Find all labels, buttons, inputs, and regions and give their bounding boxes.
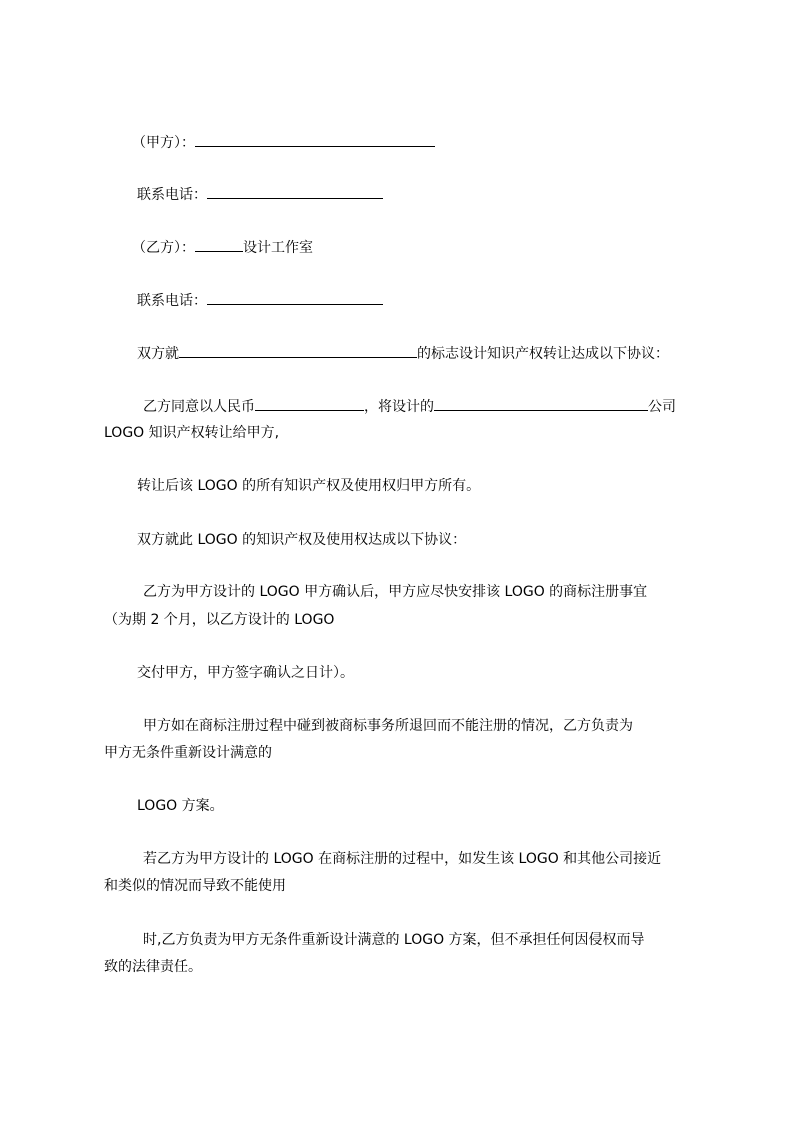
paragraph-7-line-1: 甲方如在商标注册过程中碰到被商标事务所退回而不能注册的情况，乙方负责为 — [143, 718, 633, 734]
paragraph-1-suffix: 的标志设计知识产权转让达成以下协议： — [417, 346, 669, 362]
paragraph-7-line-2: 甲方无条件重新设计满意的 — [104, 745, 272, 761]
party-b-phone-input[interactable] — [207, 291, 383, 305]
party-a-label: （甲方）： — [132, 135, 195, 151]
party-b-phone-label: 联系电话： — [137, 293, 207, 309]
paragraph-1 — [137, 344, 669, 362]
party-b-label: （乙方）： — [132, 240, 195, 256]
paragraph-1-prefix: 双方就 — [137, 346, 179, 362]
party-a-input[interactable] — [195, 133, 435, 147]
paragraph-2-part-2: ，将设计的 — [364, 399, 434, 415]
price-input[interactable] — [255, 397, 364, 411]
party-a-phone-label: 联系电话： — [137, 187, 207, 203]
party-b-name-input[interactable] — [195, 238, 243, 252]
party-b-studio-suffix: 设计工作室 — [243, 240, 313, 256]
paragraph-10-line-1: 时,乙方负责为甲方无条件重新设计满意的 LOGO 方案，但不承担任何因侵权而导 — [143, 932, 645, 948]
paragraph-2-line-2: LOGO 知识产权转让给甲方, — [104, 425, 280, 441]
party-a-phone-input[interactable] — [207, 185, 383, 199]
party-b-row — [132, 238, 313, 256]
paragraph-2-part-1: 乙方同意以人民币 — [143, 399, 255, 415]
paragraph-8: LOGO 方案。 — [137, 798, 224, 814]
company-input[interactable] — [434, 397, 648, 411]
party-b-phone-row — [137, 291, 383, 309]
paragraph-2-line-1 — [143, 397, 676, 415]
paragraph-9-line-1: 若乙方为甲方设计的 LOGO 在商标注册的过程中，如发生该 LOGO 和其他公司接近 — [143, 851, 662, 867]
paragraph-9-line-2: 和类似的情况而导致不能使用 — [104, 878, 286, 894]
party-a-row — [132, 133, 435, 151]
paragraph-5-line-1: 乙方为甲方设计的 LOGO 甲方确认后，甲方应尽快安排该 LOGO 的商标注册事宜 — [143, 584, 648, 600]
paragraph-2-part-3: 公司 — [648, 399, 676, 415]
party-a-phone-row — [137, 185, 383, 203]
paragraph-6: 交付甲方，甲方签字确认之日计）。 — [137, 665, 354, 681]
subject-input[interactable] — [179, 344, 417, 358]
paragraph-3: 转让后该 LOGO 的所有知识产权及使用权归甲方所有。 — [137, 478, 481, 494]
paragraph-10-line-2: 致的法律责任。 — [104, 959, 202, 975]
paragraph-5-line-2: （为期 2 个月，以乙方设计的 LOGO — [104, 612, 335, 628]
paragraph-4: 双方就此 LOGO 的知识产权及使用权达成以下协议： — [137, 532, 467, 548]
